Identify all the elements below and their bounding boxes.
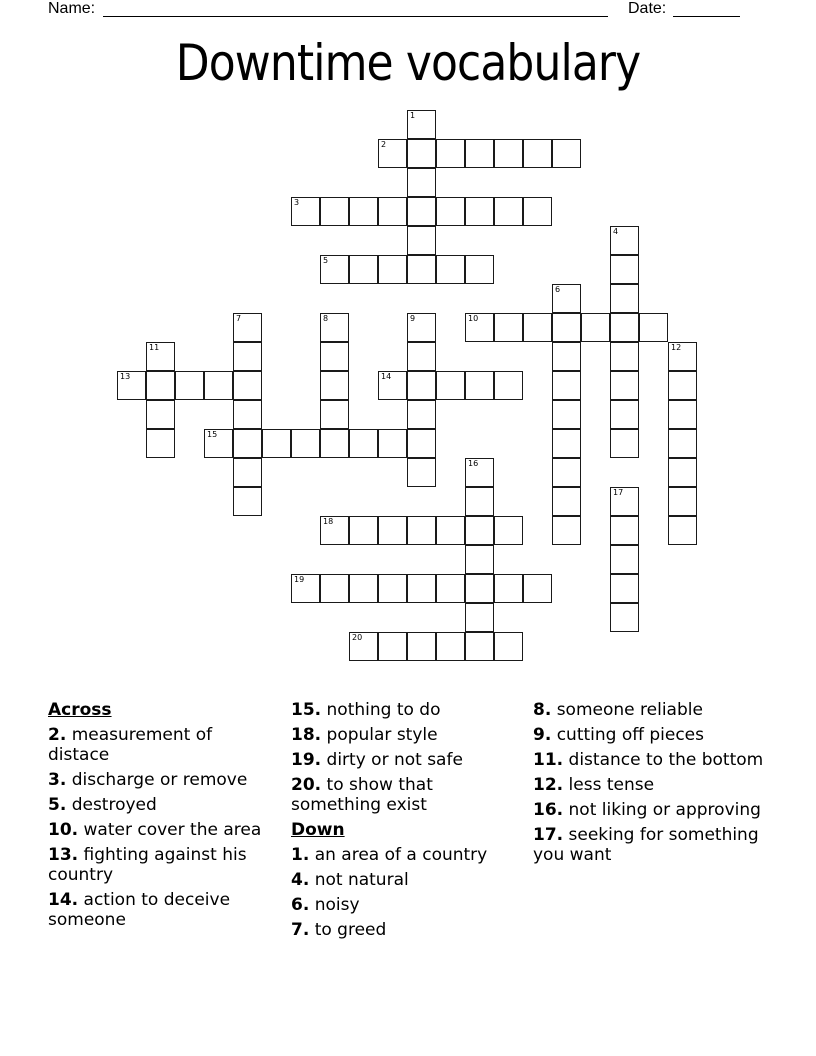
grid-cell[interactable]: [320, 371, 349, 400]
clue-down-8: 8. someone reliable: [533, 700, 703, 720]
grid-cell[interactable]: [552, 487, 581, 516]
grid-cell[interactable]: [233, 487, 262, 516]
grid-cell[interactable]: [581, 313, 610, 342]
grid-cell[interactable]: [494, 574, 523, 603]
grid-cell[interactable]: [610, 255, 639, 284]
grid-cell[interactable]: [610, 342, 639, 371]
grid-cell[interactable]: [204, 429, 233, 458]
grid-cell[interactable]: [668, 458, 697, 487]
grid-cell[interactable]: [320, 342, 349, 371]
grid-cell[interactable]: [610, 545, 639, 574]
grid-cell[interactable]: [436, 139, 465, 168]
grid-cell[interactable]: [233, 429, 262, 458]
grid-cell[interactable]: [349, 429, 378, 458]
grid-cell[interactable]: [610, 516, 639, 545]
clue-number: 7: [236, 314, 242, 323]
grid-cell[interactable]: [610, 284, 639, 313]
clue-number: 19: [294, 575, 305, 584]
grid-cell[interactable]: [668, 429, 697, 458]
grid-cell[interactable]: [407, 516, 436, 545]
grid-cell[interactable]: [233, 371, 262, 400]
grid-cell[interactable]: [146, 371, 175, 400]
grid-cell[interactable]: [407, 574, 436, 603]
clue-down-4: 4. not natural: [291, 870, 409, 890]
clue-number: 14: [381, 372, 392, 381]
clue-number: 4: [613, 227, 619, 236]
grid-cell[interactable]: [668, 400, 697, 429]
grid-cell[interactable]: [494, 516, 523, 545]
grid-cell[interactable]: [436, 371, 465, 400]
grid-cell[interactable]: [320, 429, 349, 458]
clue-across-20: 20. to show that something exist: [291, 775, 433, 815]
across-heading: Across: [48, 700, 112, 720]
grid-cell[interactable]: [320, 574, 349, 603]
grid-cell[interactable]: [494, 632, 523, 661]
clue-down-16: 16. not liking or approving: [533, 800, 761, 820]
clue-across-5: 5. destroyed: [48, 795, 157, 815]
grid-cell[interactable]: [378, 429, 407, 458]
grid-cell[interactable]: [320, 400, 349, 429]
grid-cell[interactable]: [465, 632, 494, 661]
grid-cell[interactable]: [465, 516, 494, 545]
grid-cell[interactable]: [523, 574, 552, 603]
grid-cell[interactable]: [465, 139, 494, 168]
date-label: Date:: [628, 0, 667, 17]
grid-cell[interactable]: [320, 255, 349, 284]
grid-cell[interactable]: [349, 516, 378, 545]
grid-cell[interactable]: [146, 342, 175, 371]
grid-cell[interactable]: [349, 197, 378, 226]
clue-number: 16: [468, 459, 479, 468]
grid-cell[interactable]: [494, 197, 523, 226]
down-heading: Down: [291, 820, 345, 840]
grid-cell[interactable]: [233, 458, 262, 487]
grid-cell[interactable]: [552, 429, 581, 458]
grid-cell[interactable]: [291, 197, 320, 226]
name-label: Name:: [48, 0, 96, 17]
clue-across-13: 13. fighting against his country: [48, 845, 247, 885]
grid-cell[interactable]: [523, 197, 552, 226]
grid-cell[interactable]: [436, 574, 465, 603]
clue-across-3: 3. discharge or remove: [48, 770, 248, 790]
grid-cell[interactable]: [349, 574, 378, 603]
grid-cell[interactable]: [378, 139, 407, 168]
grid-cell[interactable]: [465, 487, 494, 516]
grid-cell[interactable]: [407, 632, 436, 661]
clue-number: 2: [381, 140, 387, 149]
grid-cell[interactable]: [407, 429, 436, 458]
grid-cell[interactable]: [233, 313, 262, 342]
clue-across-18: 18. popular style: [291, 725, 438, 745]
clue-down-17: 17. seeking for something you want: [533, 825, 759, 865]
grid-cell[interactable]: [291, 429, 320, 458]
grid-cell[interactable]: [204, 371, 233, 400]
grid-cell[interactable]: [610, 429, 639, 458]
clues-column-2: [291, 700, 521, 945]
grid-cell[interactable]: [523, 139, 552, 168]
grid-cell[interactable]: [610, 400, 639, 429]
grid-cell[interactable]: [465, 458, 494, 487]
grid-cell[interactable]: [407, 168, 436, 197]
grid-cell[interactable]: [552, 371, 581, 400]
clue-number: 5: [323, 256, 329, 265]
grid-cell[interactable]: [494, 313, 523, 342]
grid-cell[interactable]: [465, 574, 494, 603]
page-title: Downtime vocabulary: [175, 34, 641, 92]
grid-cell[interactable]: [378, 371, 407, 400]
grid-cell[interactable]: [146, 429, 175, 458]
grid-cell[interactable]: [610, 574, 639, 603]
grid-cell[interactable]: [407, 139, 436, 168]
grid-cell[interactable]: [407, 110, 436, 139]
grid-cell[interactable]: [117, 371, 146, 400]
clue-across-10: 10. water cover the area: [48, 820, 262, 840]
clue-across-15: 15. nothing to do: [291, 700, 441, 720]
grid-cell[interactable]: [320, 313, 349, 342]
grid-cell[interactable]: [610, 487, 639, 516]
clue-across-2: 2. measurement of distace: [48, 725, 213, 765]
grid-cell[interactable]: [465, 313, 494, 342]
clue-across-19: 19. dirty or not safe: [291, 750, 463, 770]
clue-number: 6: [555, 285, 561, 294]
grid-cell[interactable]: [494, 371, 523, 400]
grid-cell[interactable]: [552, 516, 581, 545]
grid-cell[interactable]: [436, 255, 465, 284]
grid-cell[interactable]: [552, 139, 581, 168]
grid-cell[interactable]: [465, 371, 494, 400]
clue-down-7: 7. to greed: [291, 920, 387, 940]
grid-cell[interactable]: [349, 255, 378, 284]
grid-cell[interactable]: [378, 197, 407, 226]
clue-number: 9: [410, 314, 416, 323]
grid-cell[interactable]: [610, 371, 639, 400]
grid-cell[interactable]: [146, 400, 175, 429]
grid-cell[interactable]: [320, 516, 349, 545]
clue-number: 15: [207, 430, 218, 439]
grid-cell[interactable]: [320, 197, 349, 226]
grid-cell[interactable]: [639, 313, 668, 342]
grid-cell[interactable]: [552, 284, 581, 313]
clue-across-14: 14. action to deceive someone: [48, 890, 231, 930]
grid-cell[interactable]: [465, 603, 494, 632]
grid-cell[interactable]: [668, 371, 697, 400]
grid-cell[interactable]: [378, 632, 407, 661]
clue-number: 20: [352, 633, 363, 642]
grid-cell[interactable]: [523, 313, 552, 342]
grid-cell[interactable]: [610, 226, 639, 255]
grid-cell[interactable]: [291, 574, 320, 603]
clue-number: 3: [294, 198, 300, 207]
grid-cell[interactable]: [233, 400, 262, 429]
grid-cell[interactable]: [407, 400, 436, 429]
clue-down-9: 9. cutting off pieces: [533, 725, 705, 745]
grid-cell[interactable]: [378, 255, 407, 284]
grid-cell[interactable]: [552, 342, 581, 371]
grid-cell[interactable]: [407, 197, 436, 226]
grid-cell[interactable]: [349, 632, 378, 661]
grid-cell[interactable]: [668, 516, 697, 545]
grid-cell[interactable]: [610, 313, 639, 342]
grid-cell[interactable]: [465, 197, 494, 226]
clue-number: 12: [671, 343, 682, 352]
grid-cell[interactable]: [552, 313, 581, 342]
grid-cell[interactable]: [668, 342, 697, 371]
clue-number: 8: [323, 314, 329, 323]
clues-column-1: [48, 700, 278, 935]
clue-number: 13: [120, 372, 131, 381]
clue-number: 11: [149, 343, 160, 352]
grid-cell[interactable]: [378, 574, 407, 603]
clue-number: 17: [613, 488, 624, 497]
grid-cell[interactable]: [668, 487, 697, 516]
clue-number: 18: [323, 517, 334, 526]
grid-cell[interactable]: [407, 226, 436, 255]
clues-column-3: [533, 700, 773, 870]
grid-cell[interactable]: [436, 516, 465, 545]
grid-cell[interactable]: [407, 313, 436, 342]
clue-down-11: 11. distance to the bottom: [533, 750, 764, 770]
grid-cell[interactable]: [494, 139, 523, 168]
clue-down-6: 6. noisy: [291, 895, 360, 915]
grid-cell[interactable]: [407, 255, 436, 284]
grid-cell[interactable]: [610, 603, 639, 632]
grid-cell[interactable]: [233, 342, 262, 371]
clue-down-12: 12. less tense: [533, 775, 655, 795]
grid-cell[interactable]: [552, 458, 581, 487]
grid-cell[interactable]: [465, 255, 494, 284]
grid-cell[interactable]: [407, 342, 436, 371]
clue-number: 1: [410, 111, 416, 120]
grid-cell[interactable]: [436, 197, 465, 226]
grid-cell[interactable]: [465, 545, 494, 574]
grid-cell[interactable]: [552, 400, 581, 429]
grid-cell[interactable]: [378, 516, 407, 545]
grid-cell[interactable]: [262, 429, 291, 458]
grid-cell[interactable]: [407, 458, 436, 487]
grid-cell[interactable]: [436, 632, 465, 661]
clue-number: 10: [468, 314, 479, 323]
clue-down-1: 1. an area of a country: [291, 845, 488, 865]
grid-cell[interactable]: [175, 371, 204, 400]
grid-cell[interactable]: [407, 371, 436, 400]
